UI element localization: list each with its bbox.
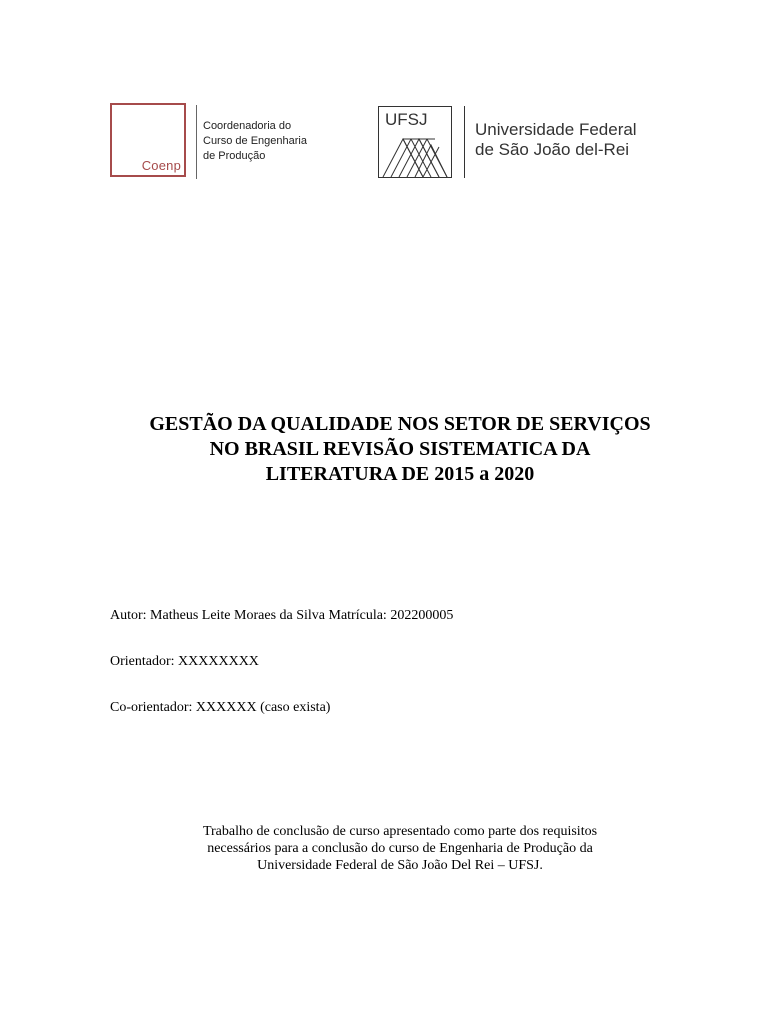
coenp-logo-label: Coenp	[141, 158, 181, 173]
ufsj-logo-text	[475, 120, 655, 160]
coenp-logo-box	[110, 103, 186, 177]
description-line: necessários para a conclusão do curso de Engenharia de Produção da	[207, 841, 593, 856]
coenp-text-line: Curso de Engenharia	[203, 135, 307, 147]
coenp-logo-divider	[196, 105, 197, 179]
ufsj-text-line: de São João del-Rei	[475, 140, 630, 159]
mountains-icon	[379, 107, 452, 178]
title-line: NO BRASIL REVISÃO SISTEMATICA DA	[209, 438, 591, 460]
ufsj-logo-label: UFSJ	[385, 110, 428, 129]
description-line: Trabalho de conclusão de curso apresentado como parte dos requisitos	[202, 824, 598, 839]
ufsj-text-line: Universidade Federal	[475, 120, 637, 139]
description-line: Universidade Federal de São João Del Rei – UFSJ.	[257, 858, 543, 873]
coenp-logo-text	[203, 119, 343, 164]
advisor-line: Orientador: XXXXXXXX	[110, 654, 259, 669]
coenp-text-line: de Produção	[203, 150, 266, 162]
title-line: GESTÃO DA QUALIDADE NOS SETOR DE SERVIÇOS	[149, 413, 651, 435]
ufsj-logo-divider	[464, 106, 465, 178]
title-line: LITERATURA DE 2015 a 2020	[265, 463, 535, 485]
ufsj-logo-box	[378, 106, 452, 178]
document-title	[80, 412, 720, 487]
ufsj-logo	[378, 106, 658, 182]
co-advisor-line: Co-orientador: XXXXXX (caso exista)	[110, 700, 331, 715]
coenp-logo	[110, 103, 340, 181]
coenp-text-line: Coordenadoria do	[203, 120, 292, 132]
thesis-description	[150, 823, 650, 874]
author-line: Autor: Matheus Leite Moraes da Silva Matrícula: 202200005	[110, 608, 454, 623]
